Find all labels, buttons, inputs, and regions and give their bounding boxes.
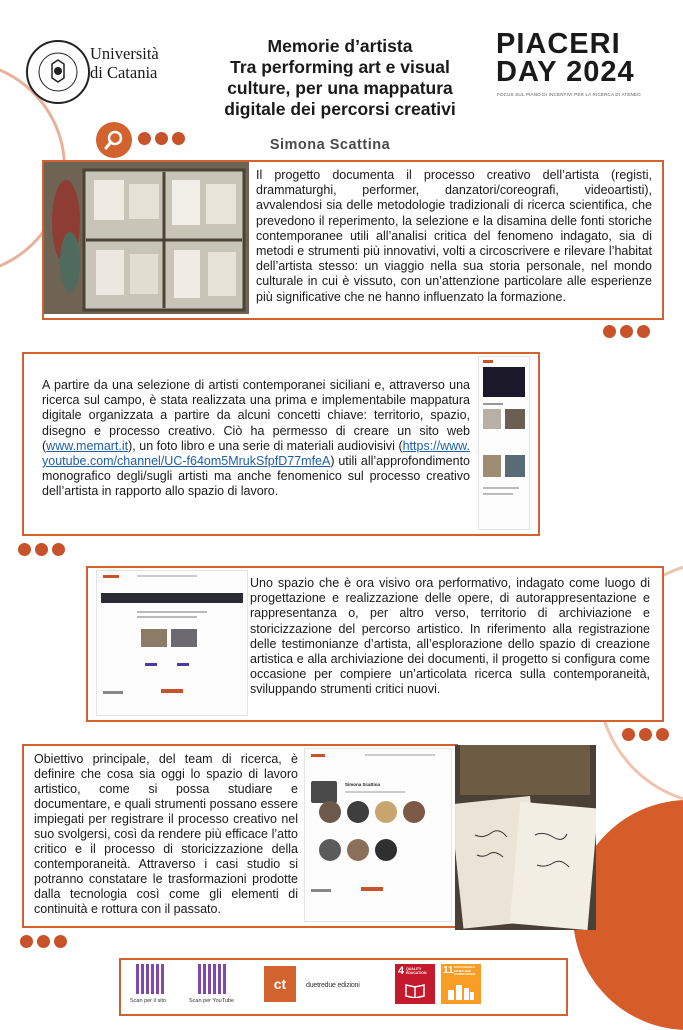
site-thumb-image	[171, 629, 197, 647]
dot	[622, 728, 635, 741]
memart-site-link[interactable]: www.memart.it	[46, 438, 129, 453]
section-2-text-a: A partire da una selezione di artisti contemporanei siciliani e, attraverso una ricerca sul campo, è stata realizzata una prima e implementabile mappatura digitale organizzata a partire da alcuni concetti chiave: territorio, spazio, disegno e processo creativo. Ciò ha permesso di creare un sito web (	[42, 378, 470, 453]
dots-decoration-header	[138, 132, 185, 145]
city-icon	[447, 982, 475, 1000]
artist-avatar	[319, 839, 341, 861]
site-button	[145, 663, 157, 666]
ct-logo-text: ct	[273, 976, 287, 992]
title-line-2: Tra performing art e visual	[230, 57, 450, 77]
section-2-text-b: ), un foto libro e una serie di materiali audiovisivi (	[128, 438, 403, 453]
dot	[620, 325, 633, 338]
handwritten-notes-photo	[455, 745, 596, 930]
piaceri-day-subtitle: FOCUS SUL PIANO DI INCENTIVI PER LA RICERCA DI ATENEO	[497, 92, 641, 97]
sdg11-number: 11	[443, 965, 454, 976]
dot	[18, 543, 31, 556]
site-button	[177, 663, 189, 666]
title-line-1: Memorie d’artista	[267, 36, 413, 56]
site-footer-logo	[311, 889, 331, 892]
dot	[155, 132, 168, 145]
sdg11-label: SUSTAINABLE CITIES AND COMMUNITIES	[454, 965, 476, 977]
site-text-line	[137, 616, 197, 618]
dots-decoration-1	[603, 325, 650, 338]
website-screenshot-3	[304, 748, 452, 922]
site-logo-icon	[483, 360, 493, 363]
site-text-line	[345, 791, 405, 793]
site-footer-logo	[103, 691, 123, 694]
site-text-line	[483, 487, 519, 489]
site-thumb-image	[141, 629, 167, 647]
dot	[603, 325, 616, 338]
piaceri-day-logo	[496, 30, 635, 86]
site-footer-logo	[361, 887, 383, 891]
ct-logo	[264, 966, 296, 1002]
site-logo-icon	[103, 575, 119, 578]
youtube-channel-link[interactable]: https://www.youtube.com/channel/UC-f64om5MrukSfpfD77mfeA	[42, 438, 470, 469]
artist-avatar	[375, 801, 397, 823]
site-nav-bar	[365, 754, 435, 756]
poster-title	[170, 36, 510, 120]
dot	[54, 935, 67, 948]
section-2-text-c: ) utili all’approfondimento monografico degli/sugli artisti ma anche fenomenico sul processo creativo dell’artista in rapporto allo spazio di lavoro.	[42, 454, 470, 499]
site-footer-logo	[161, 689, 183, 693]
dot	[639, 728, 652, 741]
section-1-text: Il progetto documenta il processo creativo dell’artista (registi, drammaturghi, performer, danzatori/coreografi, videoartisti), avvalendosi sia delle metodologie tradizionali di ricerca scientifica, che prevedono il reperimento, la selezione e la disamina delle fonti storiche contemporanee utili all’analisi critica del fenomeno indagato, sia di metodi e strumenti più innovativi, volti a circoscrivere e rilevare l’habitat dell’artista stesso: un viaggio nella sua storia personale, nel mondo culturale in cui è vissuto, con un’attenzione particolare alle esperienze più significative che ne hanno influenzato la formazione.	[256, 168, 652, 304]
artist-avatar	[347, 839, 369, 861]
university-seal-logo	[26, 40, 90, 104]
magnifier-badge	[96, 122, 132, 158]
qr-code-youtube[interactable]	[198, 964, 228, 994]
site-thumb-image	[505, 409, 525, 429]
site-thumb-image	[483, 455, 501, 477]
sdg11-badge	[441, 964, 481, 1004]
artist-avatar	[347, 801, 369, 823]
dot	[52, 543, 65, 556]
publisher-logo: duetredue edizioni	[306, 982, 360, 989]
dot	[37, 935, 50, 948]
section-2-text	[42, 378, 470, 500]
artist-avatar	[375, 839, 397, 861]
site-hero-image	[483, 367, 525, 397]
title-line-3: culture, per una mappatura	[227, 78, 453, 98]
dot	[637, 325, 650, 338]
qr-site-label: Scan per il sito	[130, 998, 167, 1004]
dot	[138, 132, 151, 145]
magnifier-icon	[103, 129, 125, 151]
dot	[35, 543, 48, 556]
qr-code-site[interactable]	[136, 964, 166, 994]
website-screenshot-1	[478, 356, 530, 530]
site-hero-image	[101, 593, 243, 603]
site-thumb-image	[483, 409, 501, 429]
dots-decoration-3	[622, 728, 669, 741]
archive-box-photo	[44, 162, 249, 314]
site-profile-image	[311, 781, 337, 803]
section-3-text: Uno spazio che è ora visivo ora performativo, indagato come luogo di progettazione e realizzazione delle opere, di autorappresentazione e rappresentanza o, per altro verso, territorio di archiviazione e storicizzazione del percorso artistico. In riferimento alla registrazione delle testimonianze d’artista, all’esplorazione dello spazio di creazione artistica e alla archiviazione dei documenti, il progetto si configura come occasione per compiere un’articolata ricerca sulla contemporaneità, sviluppando strumenti critici nuovi.	[250, 576, 650, 697]
dot	[172, 132, 185, 145]
dot	[20, 935, 33, 948]
sdg4-label: QUALITY EDUCATION	[406, 967, 427, 975]
dot	[656, 728, 669, 741]
university-name	[90, 44, 159, 82]
sdg4-number: 4	[398, 965, 405, 977]
dots-decoration-4	[20, 935, 67, 948]
section-4-text: Obiettivo principale, del team di ricerca, è definire che cosa sia oggi lo spazio di lavoro artistico, come si possa studiare e documentare, e quali strumenti possano essere impiegati per registrare il processo creativo nel suo svolgersi, così da rendere più efficace l’atto critico e il processo di storicizzazione della contemporaneità. Attraverso i casi studio si potranno constatare le trasformazioni prodotte dalla tecnologia così come gli elementi di continuità e rottura con il passato.	[34, 752, 298, 916]
site-nav-bar	[137, 575, 197, 577]
author-name: Simona Scattina	[269, 137, 391, 153]
site-thumb-image	[505, 455, 525, 477]
qr-youtube-label: Scan per YouTube	[189, 998, 235, 1004]
university-name-line2: di Catania	[90, 63, 158, 82]
sdg4-badge	[395, 964, 435, 1004]
title-line-4: digitale dei percorsi creativi	[224, 99, 456, 119]
artist-avatar	[403, 801, 425, 823]
site-profile-name: Simona Scattina	[345, 782, 381, 787]
site-text-line	[483, 493, 513, 495]
site-text-line	[483, 403, 503, 405]
artist-avatar	[319, 801, 341, 823]
book-icon	[405, 982, 425, 998]
piaceri-logo-line1: PIACERI	[496, 28, 621, 60]
university-name-line1: Università	[90, 44, 159, 63]
dots-decoration-2	[18, 543, 65, 556]
website-screenshot-2	[96, 570, 248, 716]
piaceri-logo-line2: DAY 2024	[496, 56, 635, 88]
site-text-line	[137, 611, 207, 613]
site-logo-icon	[311, 754, 325, 757]
